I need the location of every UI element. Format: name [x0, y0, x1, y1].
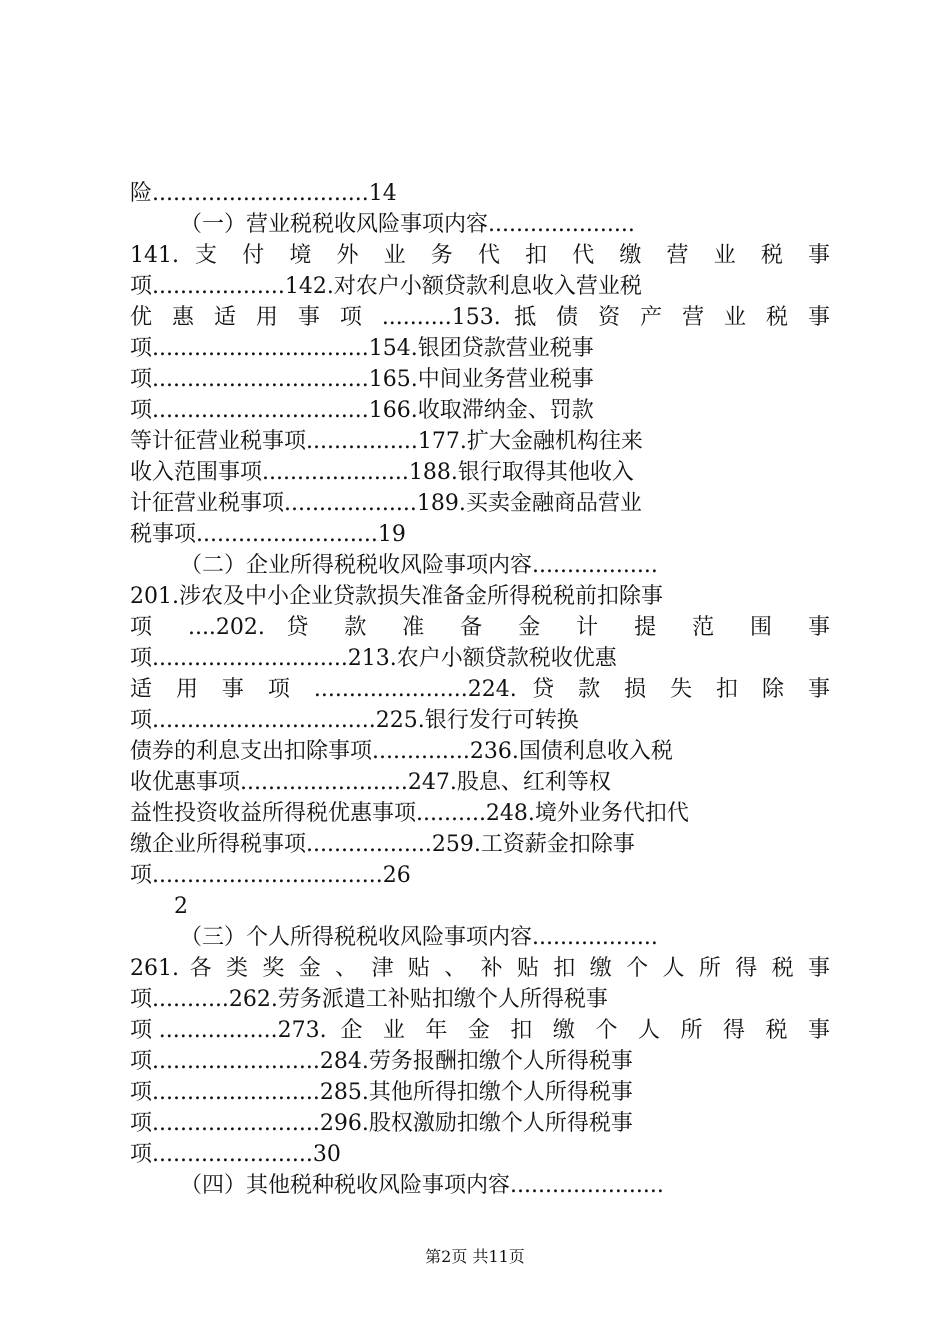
toc-line: 益性投资收益所得税优惠事项..........248.境外业务代扣代: [130, 801, 689, 826]
toc-body: [130, 178, 830, 1201]
toc-line: 税事项..........................19: [130, 522, 406, 547]
toc-line: 收入范围事项.....................188.银行取得其他收入: [130, 460, 634, 485]
toc-section-heading: （三）个人所得税税收风险事项内容..................: [180, 925, 658, 950]
toc-line: 2: [174, 894, 188, 919]
toc-line: 项 ....202. 贷 款 准 备 金 计 提 范 围 事: [130, 615, 830, 640]
toc-line: 项.......................30: [130, 1142, 341, 1167]
toc-line: 项................................225.银行发行可转换: [130, 708, 579, 733]
toc-line: 计征营业税事项...................189.买卖金融商品营业: [130, 491, 642, 516]
toc-line: 险...............................14: [130, 181, 397, 206]
toc-line: 优 惠 适 用 事 项 ..........153. 抵 债 资 产 营 业 税 事: [130, 305, 830, 330]
toc-line: 项...............................166.收取滞纳金、罚款: [130, 398, 594, 423]
toc-line: 收优惠事项........................247.股息、红利等权: [130, 770, 611, 795]
toc-section-heading: （一）营业税税收风险事项内容.....................: [180, 212, 635, 237]
toc-section-heading: （二）企业所得税税收风险事项内容..................: [180, 553, 658, 578]
toc-line: 201.涉农及中小企业贷款损失准备金所得税税前扣除事: [130, 584, 663, 609]
toc-line: 缴企业所得税事项..................259.工资薪金扣除事: [130, 832, 635, 857]
toc-line: 项.................273. 企 业 年 金 扣 缴 个 人 所 得 税 事: [130, 1018, 830, 1043]
toc-line: 债券的利息支出扣除事项..............236.国债利息收入税: [130, 739, 673, 764]
toc-line: 适 用 事 项 ......................224. 贷 款 损 失 扣 除 事: [130, 677, 830, 702]
toc-line: 项........................296.股权激励扣缴个人所得税事: [130, 1111, 633, 1136]
toc-line: 项...............................154.银团贷款营业税事: [130, 336, 594, 361]
toc-line: 项........................285.其他所得扣缴个人所得税事: [130, 1080, 633, 1105]
toc-line: 等计征营业税事项................177.扩大金融机构往来: [130, 429, 643, 454]
toc-line: 项........................284.劳务报酬扣缴个人所得税事: [130, 1049, 633, 1074]
toc-line: 项.................................26: [130, 863, 411, 888]
toc-line: 项...........262.劳务派遣工补贴扣缴个人所得税事: [130, 987, 608, 1012]
toc-line: 261. 各 类 奖 金 、 津 贴 、 补 贴 扣 缴 个 人 所 得 税 事: [130, 956, 830, 981]
toc-line: 141. 支 付 境 外 业 务 代 扣 代 缴 营 业 税 事: [130, 243, 830, 268]
toc-line: 项............................213.农户小额贷款税收优惠: [130, 646, 617, 671]
toc-section-heading: （四）其他税种税收风险事项内容......................: [180, 1173, 664, 1198]
page-number-footer: 第2页 共11页: [425, 1247, 525, 1266]
toc-line: 项...............................165.中间业务营业税事: [130, 367, 594, 392]
toc-line: 项...................142.对农户小额贷款利息收入营业税: [130, 274, 642, 299]
